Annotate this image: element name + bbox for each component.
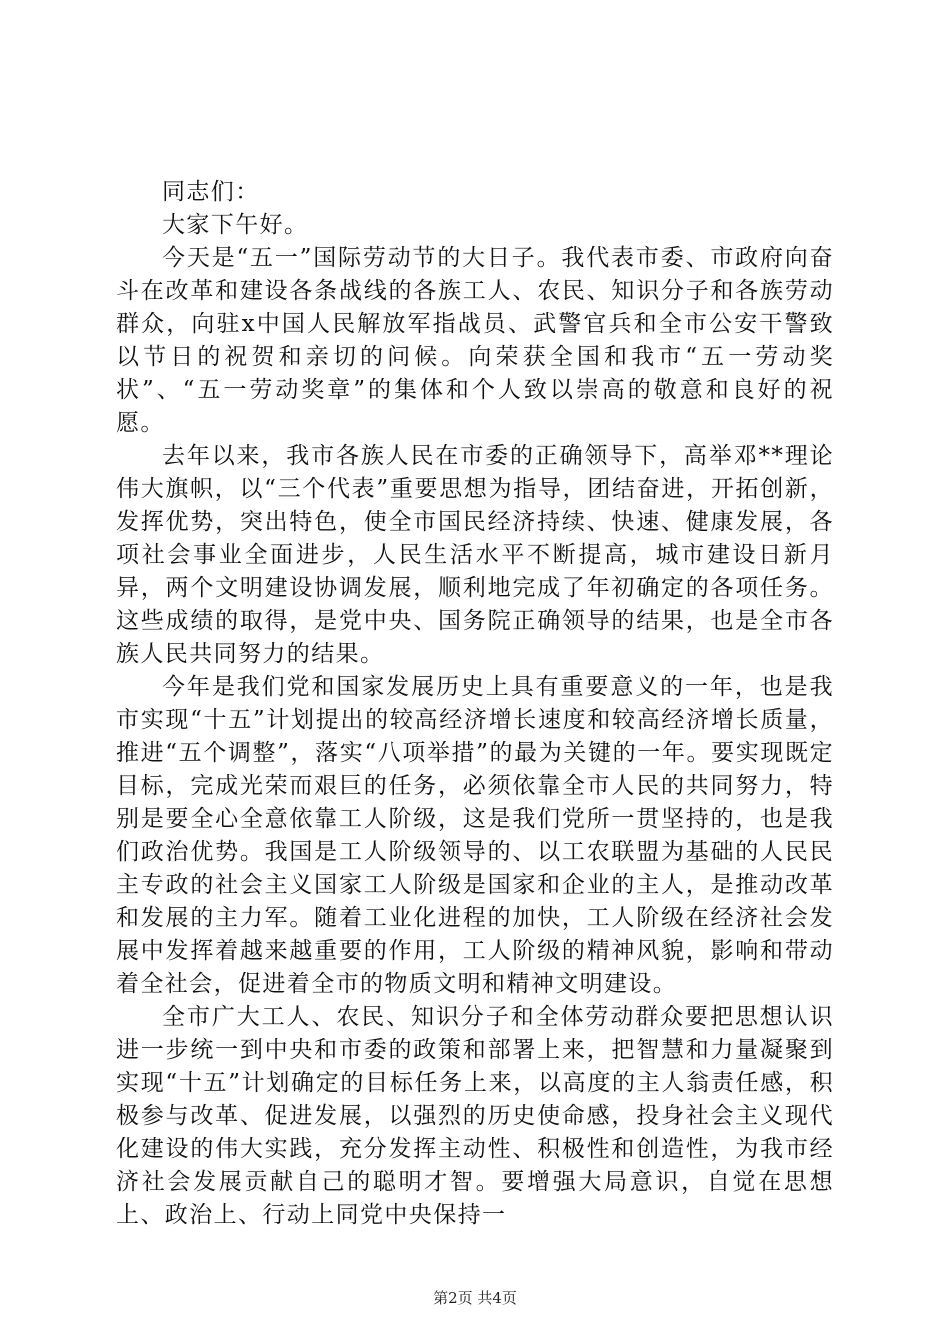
document-body [116,176,834,1232]
paragraph: 今天是“五一”国际劳动节的大日子。我代表市委、市政府向奋斗在改革和建设各条战线的各族工人、农民、知识分子和各族劳动群众，向驻x中国人民解放军指战员、武警官兵和全市公安干警致以节日的祝贺和亲切的问候。向荣获全国和我市“五一劳动奖状”、“五一劳动奖章”的集体和个人致以崇高的敬意和良好的祝愿。 [116,245,834,436]
paragraph: 今年是我们党和国家发展历史上具有重要意义的一年，也是我市实现“十五”计划提出的较高经济增长速度和较高经济增长质量，推进“五个调整”，落实“八项举措”的最为关键的一年。要实现既定目标，完成光荣而艰巨的任务，必须依靠全市人民的共同努力，特别是要全心全意依靠工人阶级，这是我们党所一贯坚持的，也是我们政治优势。我国是工人阶级领导的、以工农联盟为基础的人民民主专政的社会主义国家工人阶级是国家和企业的主人，是推动改革和发展的主力军。随着工业化进程的加快，工人阶级在经济社会发展中发挥着越来越重要的作用，工人阶级的精神风貌，影响和带动着全社会，促进着全市的物质文明和精神文明建设。 [116,674,834,997]
salutation: 同志们： [162,179,260,205]
greeting: 大家下午好。 [162,212,309,238]
paragraph: 全市广大工人、农民、知识分子和全体劳动群众要把思想认识进一步统一到中央和市委的政策和部署上来，把智慧和力量凝聚到实现“十五”计划确定的目标任务上来，以高度的主人翁责任感，积极参与改革、促进发展，以强烈的历史使命感，投身社会主义现代化建设的伟大实践，充分发挥主动性、积极性和创造性，为我市经济社会发展贡献自己的聪明才智。要增强大局意识，自觉在思想上、政治上、行动上同党中央保持一 [116,1004,834,1228]
paragraph: 去年以来，我市各族人民在市委的正确领导下，高举邓**理论伟大旗帜，以“三个代表”重要思想为指导，团结奋进，开拓创新，发挥优势，突出特色，使全市国民经济持续、快速、健康发展，各项社会事业全面进步，人民生活水平不断提高，城市建设日新月异，两个文明建设协调发展，顺利地完成了年初确定的各项任务。这些成绩的取得，是党中央、国务院正确领导的结果，也是全市各族人民共同努力的结果。 [116,443,834,667]
page-number-footer: 第2页 共4页 [433,1289,517,1307]
